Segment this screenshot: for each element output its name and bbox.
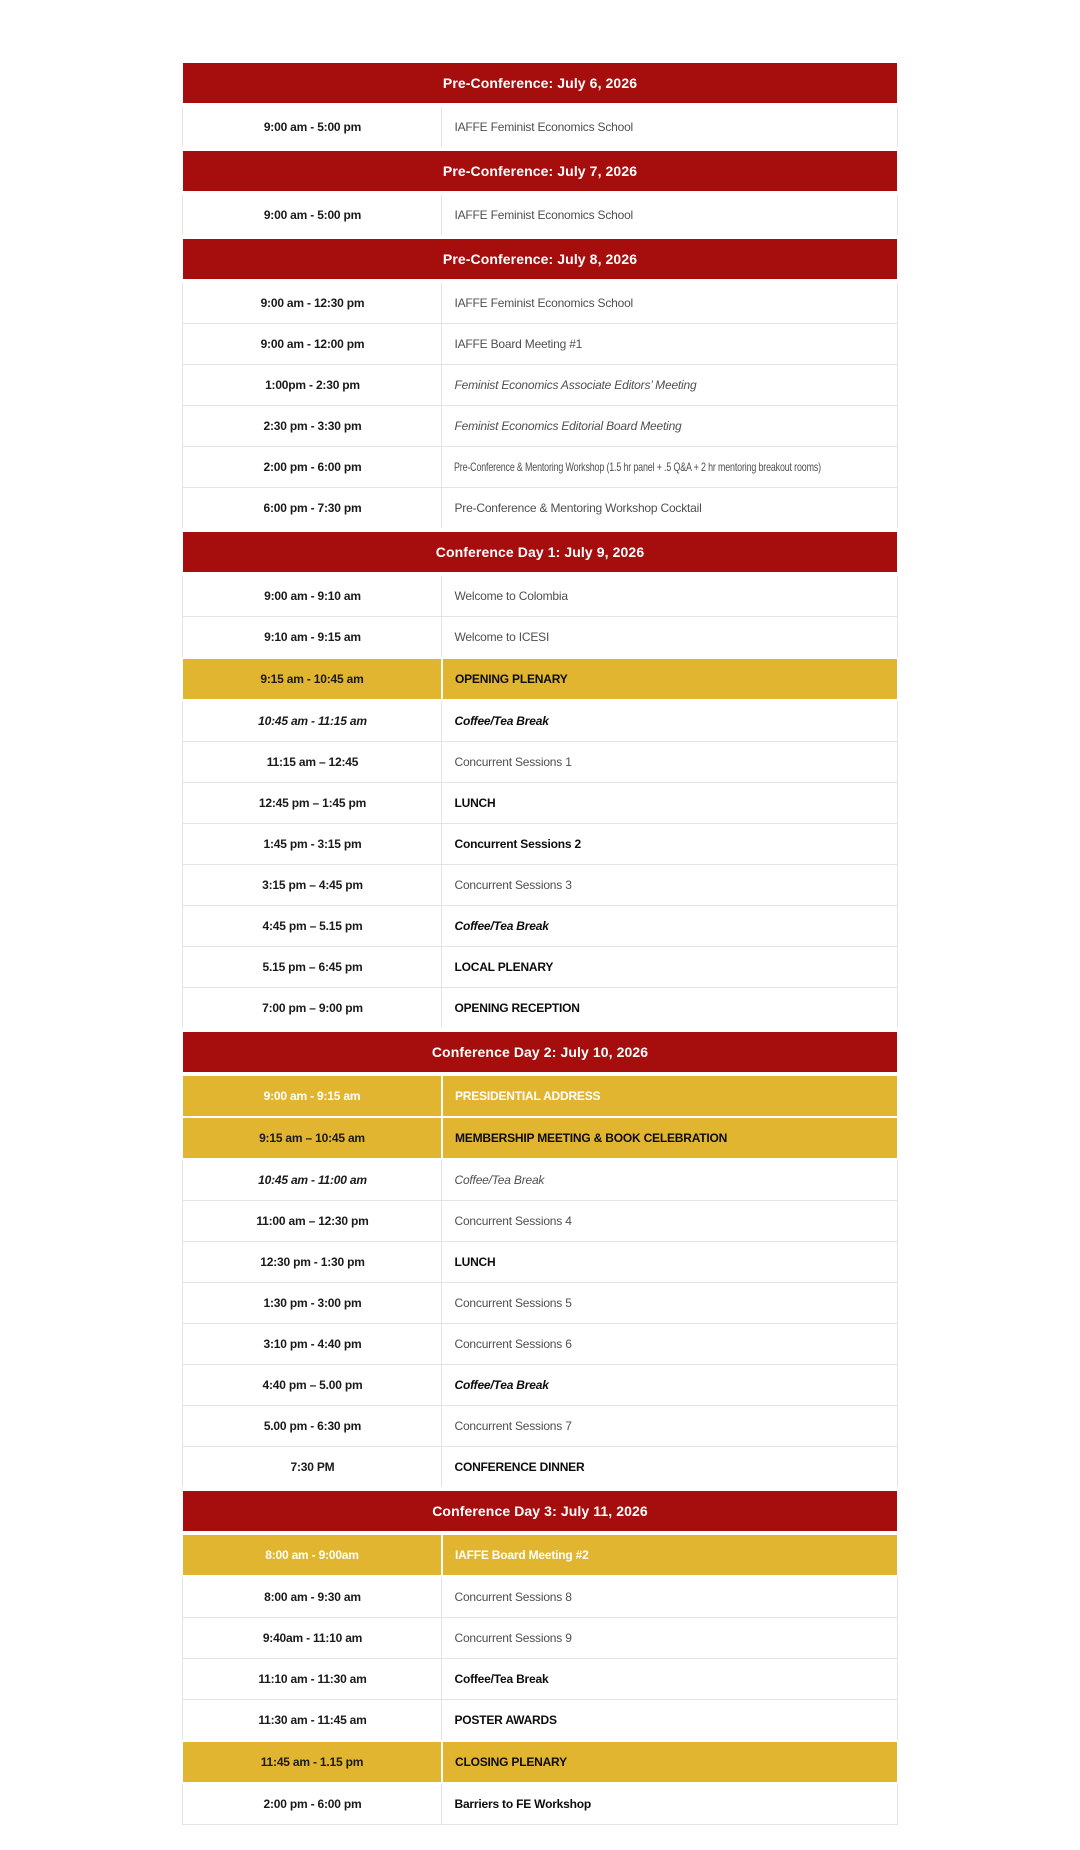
event-cell — [442, 1533, 897, 1576]
event-cell — [442, 658, 897, 700]
time-cell: 9:15 am – 10:45 am — [183, 1117, 442, 1159]
event-label: Welcome to Colombia — [454, 589, 568, 603]
schedule-row — [183, 988, 897, 1031]
event-cell — [442, 947, 897, 988]
time-cell: 12:45 pm – 1:45 pm — [183, 783, 442, 824]
time-cell: 7:00 pm – 9:00 pm — [183, 988, 442, 1031]
section-title: Pre-Conference: July 8, 2026 — [183, 237, 897, 281]
event-label: Pre-Conference & Mentoring Workshop (1.5 hr panel + .5 Q&A + 2 hr mentoring breakout rooms) — [454, 460, 822, 474]
event-label: Concurrent Sessions 2 — [454, 837, 581, 851]
time-cell: 5.00 pm - 6:30 pm — [183, 1406, 442, 1447]
time-cell: 4:45 pm – 5.15 pm — [183, 906, 442, 947]
event-cell — [442, 865, 897, 906]
schedule-row — [183, 1700, 897, 1742]
time-cell: 11:30 am - 11:45 am — [183, 1700, 442, 1742]
event-label: IAFFE Board Meeting #2 — [454, 1548, 589, 1562]
event-cell — [442, 742, 897, 783]
time-cell: 11:00 am – 12:30 pm — [183, 1201, 442, 1242]
time-cell: 8:00 am - 9:30 am — [183, 1576, 442, 1618]
schedule-row — [183, 947, 897, 988]
time-cell: 2:00 pm - 6:00 pm — [183, 1783, 442, 1825]
schedule-row — [183, 1159, 897, 1201]
schedule-row — [183, 488, 897, 531]
event-label: Barriers to FE Workshop — [454, 1797, 592, 1811]
event-cell — [442, 1242, 897, 1283]
event-cell — [442, 1201, 897, 1242]
event-label: PRESIDENTIAL ADDRESS — [454, 1089, 601, 1103]
event-label: Coffee/Tea Break — [454, 714, 549, 728]
time-cell: 3:15 pm – 4:45 pm — [183, 865, 442, 906]
schedule-row — [183, 365, 897, 406]
event-cell — [442, 1447, 897, 1490]
schedule-row — [183, 700, 897, 742]
event-cell — [442, 1406, 897, 1447]
event-cell — [442, 1618, 897, 1659]
event-cell — [442, 988, 897, 1031]
schedule-row — [183, 1783, 897, 1825]
schedule-row — [183, 1242, 897, 1283]
time-cell: 10:45 am - 11:15 am — [183, 700, 442, 742]
section-header-row — [183, 1489, 897, 1533]
schedule-row — [183, 1201, 897, 1242]
event-label: IAFFE Board Meeting #1 — [454, 337, 583, 351]
schedule-row — [183, 742, 897, 783]
time-cell: 2:30 pm - 3:30 pm — [183, 406, 442, 447]
event-label: CONFERENCE DINNER — [454, 1460, 585, 1474]
event-label: OPENING PLENARY — [454, 672, 568, 686]
event-cell — [442, 617, 897, 659]
event-label: LUNCH — [454, 796, 496, 810]
event-cell — [442, 1700, 897, 1742]
event-cell — [442, 1074, 897, 1117]
event-label: Welcome to ICESI — [454, 630, 550, 644]
event-cell — [442, 824, 897, 865]
event-cell — [442, 488, 897, 531]
event-cell — [442, 193, 897, 237]
schedule-row — [183, 1074, 897, 1117]
event-label: Feminist Economics Editorial Board Meeting — [454, 419, 682, 433]
time-cell: 9:00 am - 12:00 pm — [183, 324, 442, 365]
schedule-row — [183, 105, 897, 149]
event-cell — [442, 1324, 897, 1365]
event-label: Concurrent Sessions 6 — [454, 1337, 572, 1351]
event-label: LOCAL PLENARY — [454, 960, 554, 974]
time-cell: 11:15 am – 12:45 — [183, 742, 442, 783]
time-cell: 1:00pm - 2:30 pm — [183, 365, 442, 406]
section-title: Conference Day 3: July 11, 2026 — [183, 1489, 897, 1533]
event-cell — [442, 1159, 897, 1201]
time-cell: 9:15 am - 10:45 am — [183, 658, 442, 700]
event-label: POSTER AWARDS — [454, 1713, 557, 1727]
time-cell: 9:00 am - 9:15 am — [183, 1074, 442, 1117]
event-label: Coffee/Tea Break — [454, 1672, 549, 1686]
schedule-row — [183, 865, 897, 906]
event-label: Concurrent Sessions 8 — [454, 1590, 572, 1604]
event-label: MEMBERSHIP MEETING & BOOK CELEBRATION — [454, 1131, 728, 1145]
event-label: CLOSING PLENARY — [454, 1755, 567, 1769]
schedule-row — [183, 906, 897, 947]
time-cell: 11:45 am - 1.15 pm — [183, 1741, 442, 1783]
event-label: LUNCH — [454, 1255, 496, 1269]
event-label: Concurrent Sessions 4 — [454, 1214, 572, 1228]
schedule-row — [183, 406, 897, 447]
schedule-row — [183, 1283, 897, 1324]
time-cell: 9:10 am - 9:15 am — [183, 617, 442, 659]
time-cell: 9:00 am - 5:00 pm — [183, 105, 442, 149]
schedule-body — [183, 61, 897, 1825]
time-cell: 5.15 pm – 6:45 pm — [183, 947, 442, 988]
event-cell — [442, 1783, 897, 1825]
time-cell: 3:10 pm - 4:40 pm — [183, 1324, 442, 1365]
schedule-row — [183, 1659, 897, 1700]
time-cell: 11:10 am - 11:30 am — [183, 1659, 442, 1700]
schedule-row — [183, 658, 897, 700]
schedule-row — [183, 1618, 897, 1659]
schedule-row — [183, 193, 897, 237]
schedule-row — [183, 324, 897, 365]
event-label: Coffee/Tea Break — [454, 919, 549, 933]
event-cell — [442, 1283, 897, 1324]
event-label: Pre-Conference & Mentoring Workshop Cocktail — [454, 501, 702, 515]
time-cell: 9:00 am - 12:30 pm — [183, 281, 442, 324]
schedule-row — [183, 1406, 897, 1447]
time-cell: 8:00 am - 9:00am — [183, 1533, 442, 1576]
schedule-row — [183, 1324, 897, 1365]
section-header-row — [183, 1030, 897, 1074]
event-label: IAFFE Feminist Economics School — [454, 120, 634, 134]
section-header-row — [183, 530, 897, 574]
section-title: Pre-Conference: July 6, 2026 — [183, 61, 897, 105]
section-title: Conference Day 2: July 10, 2026 — [183, 1030, 897, 1074]
schedule-row — [183, 281, 897, 324]
event-label: OPENING RECEPTION — [454, 1001, 580, 1015]
time-cell: 2:00 pm - 6:00 pm — [183, 447, 442, 488]
event-cell — [442, 281, 897, 324]
event-cell — [442, 1576, 897, 1618]
event-cell — [442, 447, 897, 488]
event-cell — [442, 1741, 897, 1783]
time-cell: 9:00 am - 9:10 am — [183, 574, 442, 617]
section-header-row — [183, 61, 897, 105]
time-cell: 9:00 am - 5:00 pm — [183, 193, 442, 237]
schedule-row — [183, 1447, 897, 1490]
schedule-row — [183, 1365, 897, 1406]
time-cell: 1:45 pm - 3:15 pm — [183, 824, 442, 865]
event-label: Concurrent Sessions 5 — [454, 1296, 572, 1310]
section-header-row — [183, 149, 897, 193]
section-title: Conference Day 1: July 9, 2026 — [183, 530, 897, 574]
time-cell: 12:30 pm - 1:30 pm — [183, 1242, 442, 1283]
time-cell: 10:45 am - 11:00 am — [183, 1159, 442, 1201]
event-label: Concurrent Sessions 3 — [454, 878, 572, 892]
event-cell — [442, 324, 897, 365]
event-label: Coffee/Tea Break — [454, 1378, 549, 1392]
event-cell — [442, 700, 897, 742]
schedule-row — [183, 617, 897, 659]
event-label: IAFFE Feminist Economics School — [454, 296, 634, 310]
schedule-row — [183, 1741, 897, 1783]
section-header-row — [183, 237, 897, 281]
schedule-row — [183, 1576, 897, 1618]
event-cell — [442, 1659, 897, 1700]
section-title: Pre-Conference: July 7, 2026 — [183, 149, 897, 193]
event-cell — [442, 1117, 897, 1159]
schedule-row — [183, 783, 897, 824]
schedule-row — [183, 574, 897, 617]
schedule-row — [183, 1533, 897, 1576]
event-cell — [442, 1365, 897, 1406]
schedule-table — [182, 59, 897, 1825]
event-cell — [442, 783, 897, 824]
event-label: Concurrent Sessions 7 — [454, 1419, 572, 1433]
time-cell: 6:00 pm - 7:30 pm — [183, 488, 442, 531]
event-cell — [442, 365, 897, 406]
event-label: Concurrent Sessions 9 — [454, 1631, 572, 1645]
time-cell: 7:30 PM — [183, 1447, 442, 1490]
schedule-row — [183, 1117, 897, 1159]
schedule-row — [183, 447, 897, 488]
event-cell — [442, 906, 897, 947]
time-cell: 4:40 pm – 5.00 pm — [183, 1365, 442, 1406]
event-label: IAFFE Feminist Economics School — [454, 208, 634, 222]
event-cell — [442, 105, 897, 149]
event-cell — [442, 574, 897, 617]
time-cell: 1:30 pm - 3:00 pm — [183, 1283, 442, 1324]
schedule-row — [183, 824, 897, 865]
event-cell — [442, 406, 897, 447]
event-label: Concurrent Sessions 1 — [454, 755, 572, 769]
event-label: Feminist Economics Associate Editors’ Meeting — [454, 378, 697, 392]
time-cell: 9:40am - 11:10 am — [183, 1618, 442, 1659]
event-label: Coffee/Tea Break — [454, 1173, 545, 1187]
